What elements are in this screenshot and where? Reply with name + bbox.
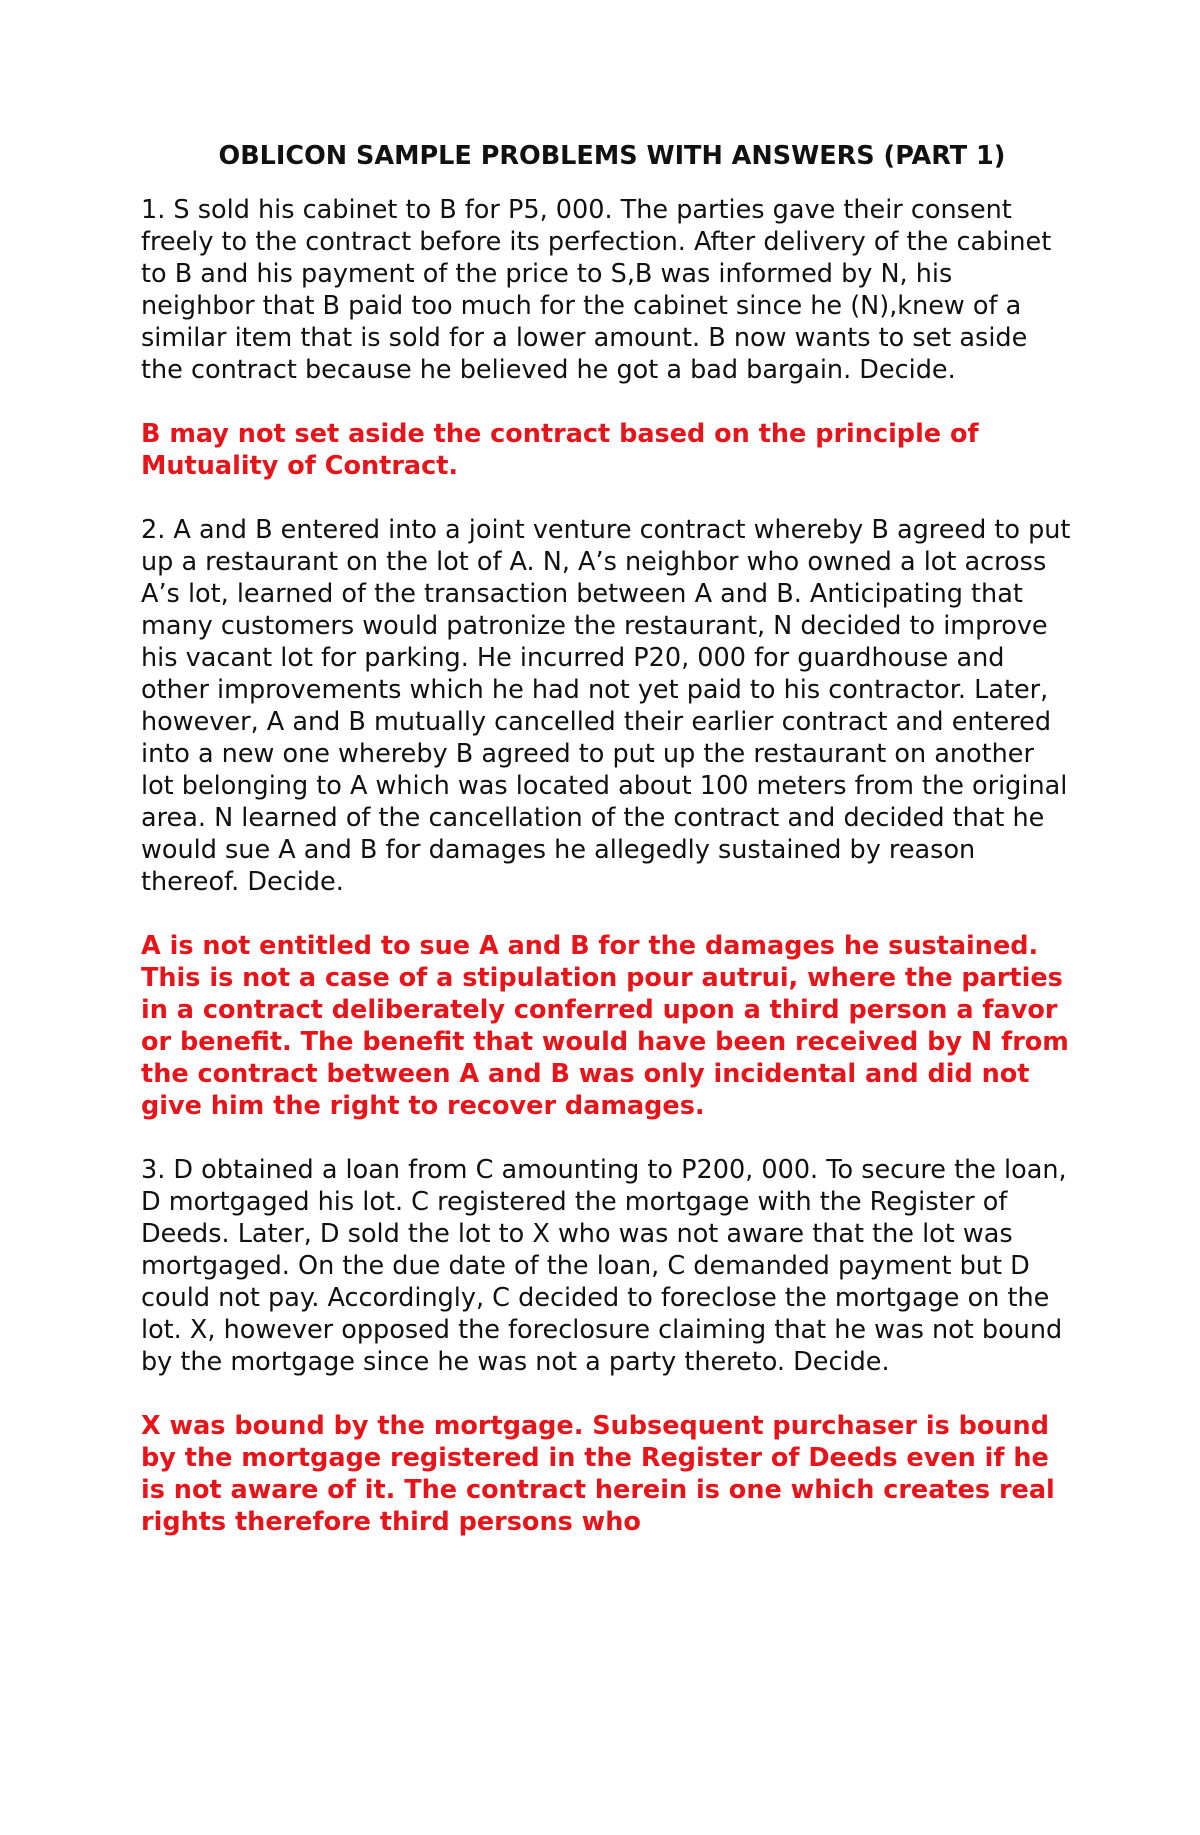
- document-body: [141, 140, 1071, 1570]
- question-1: 1. S sold his cabinet to B for P5, 000. The parties gave their consent freely to the contract before its perfection. After delivery of the cabinet to B and his payment of the price to S,B was informed by N, his neighbor that B paid too much for the cabinet since he (N),knew of a similar item that is sold for a lower amount. B now wants to set aside the contract because he believed he got a bad bargain. Decide.: [141, 195, 1052, 385]
- document-title: OBLICON SAMPLE PROBLEMS WITH ANSWERS (PART 1): [218, 141, 1006, 171]
- answer-3: X was bound by the mortgage. Subsequent purchaser is bound by the mortgage registered in the Register of Deeds even if he is not aware of it. The contract herein is one which creates real rights therefore third persons who: [141, 1411, 1055, 1537]
- question-2: 2. A and B entered into a joint venture contract whereby B agreed to put up a restaurant on the lot of A. N, A’s neighbor who owned a lot across A’s lot, learned of the transaction between A and B. Anticipating that many customers would patronize the restaurant, N decided to improve his vacant lot for parking. He incurred P20, 000 for guardhouse and other improvements which he had not yet paid to his contractor. Later, however, A and B mutually cancelled their earlier contract and entered into a new one whereby B agreed to put up the restaurant on another lot belonging to A which was located about 100 meters from the original area. N learned of the cancellation of the contract and decided that he would sue A and B for damages he allegedly sustained by reason thereof. Decide.: [141, 515, 1071, 897]
- answer-2: A is not entitled to sue A and B for the damages he sustained. This is not a case of a stipulation pour autrui, where the parties in a contract deliberately conferred upon a third person a favor or benefit. The benefit that would have been received by N from the contract between A and B was only incidental and did not give him the right to recover damages.: [141, 931, 1069, 1121]
- answer-1: B may not set aside the contract based on the principle of Mutuality of Contract.: [141, 419, 979, 481]
- question-3: 3. D obtained a loan from C amounting to P200, 000. To secure the loan, D mortgaged his lot. C registered the mortgage with the Register of Deeds. Later, D sold the lot to X who was not aware that the lot was mortgaged. On the due date of the loan, C demanded payment but D could not pay. Accordingly, C decided to foreclose the mortgage on the lot. X, however opposed the foreclosure claiming that he was not bound by the mortgage since he was not a party thereto. Decide.: [141, 1155, 1067, 1377]
